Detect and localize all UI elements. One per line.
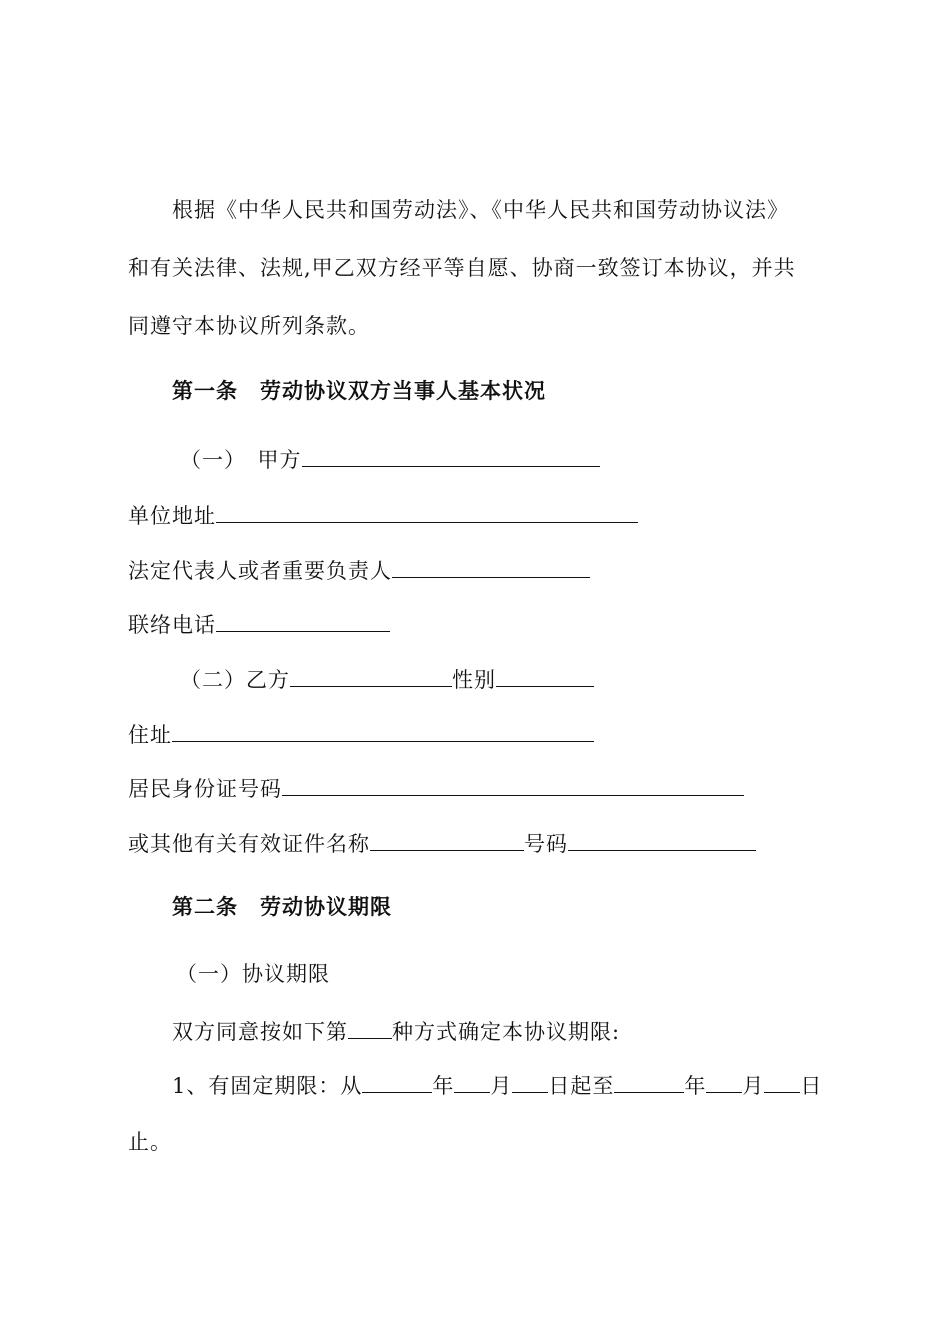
- residence-blank[interactable]: [172, 719, 594, 742]
- party-b-label: （二）乙方: [180, 668, 290, 692]
- phone-row: [128, 609, 390, 639]
- representative-blank[interactable]: [392, 555, 590, 578]
- id-row: [128, 773, 744, 803]
- end-year-label: 年: [684, 1074, 707, 1098]
- intro-line-1: 根据《中华人民共和国劳动法》、《中华人民共和国劳动协议法》: [172, 198, 789, 222]
- address-row: [128, 500, 638, 530]
- start-month-blank[interactable]: [454, 1070, 490, 1093]
- method-pre: 双方同意按如下第: [172, 1020, 348, 1044]
- start-month-label: 月: [490, 1074, 513, 1098]
- residence-row: [128, 719, 594, 749]
- end-day-blank[interactable]: [764, 1070, 800, 1093]
- party-a-row: [180, 444, 600, 474]
- party-b-row: [180, 664, 594, 694]
- start-year-label: 年: [432, 1074, 455, 1098]
- gender-label: 性别: [452, 668, 496, 692]
- article-1-title: 第一条 劳动协议双方当事人基本状况: [172, 378, 546, 403]
- fixed-term-row: [172, 1070, 822, 1100]
- article-2-title: 第二条 劳动协议期限: [172, 894, 392, 919]
- start-day-blank[interactable]: [512, 1070, 548, 1093]
- end-day-label: 日: [800, 1074, 823, 1098]
- residence-label: 住址: [128, 723, 172, 747]
- other-cert-row: [128, 828, 756, 858]
- fixed-pre: 1、有固定期限：从: [172, 1074, 363, 1098]
- party-b-blank[interactable]: [290, 664, 452, 687]
- end-month-label: 月: [742, 1074, 765, 1098]
- phone-blank[interactable]: [216, 609, 390, 632]
- address-label: 单位地址: [128, 504, 216, 528]
- party-a-blank[interactable]: [302, 444, 600, 467]
- method-blank[interactable]: [348, 1016, 392, 1039]
- gender-blank[interactable]: [496, 664, 594, 687]
- party-a-label: （一） 甲方: [180, 448, 302, 472]
- start-day-label: 日起至: [548, 1074, 615, 1098]
- end-year-blank[interactable]: [614, 1070, 684, 1093]
- intro-line-2: 和有关法律、法规,甲乙双方经平等自愿、协商一致签订本协议，并共: [128, 256, 796, 280]
- id-label: 居民身份证号码: [128, 777, 282, 801]
- fixed-term-end: 止。: [128, 1130, 172, 1154]
- end-month-blank[interactable]: [706, 1070, 742, 1093]
- term-subtitle: （一）协议期限: [176, 962, 330, 986]
- phone-label: 联络电话: [128, 613, 216, 637]
- id-blank[interactable]: [282, 773, 744, 796]
- number-blank[interactable]: [568, 828, 756, 851]
- other-cert-label: 或其他有关有效证件名称: [128, 832, 370, 856]
- intro-line-3: 同遵守本协议所列条款。: [128, 314, 370, 338]
- representative-label: 法定代表人或者重要负责人: [128, 559, 392, 583]
- start-year-blank[interactable]: [362, 1070, 432, 1093]
- method-post: 种方式确定本协议期限:: [392, 1020, 621, 1044]
- method-row: [172, 1016, 620, 1046]
- representative-row: [128, 555, 590, 585]
- other-cert-blank[interactable]: [370, 828, 524, 851]
- number-label: 号码: [524, 832, 568, 856]
- address-blank[interactable]: [216, 500, 638, 523]
